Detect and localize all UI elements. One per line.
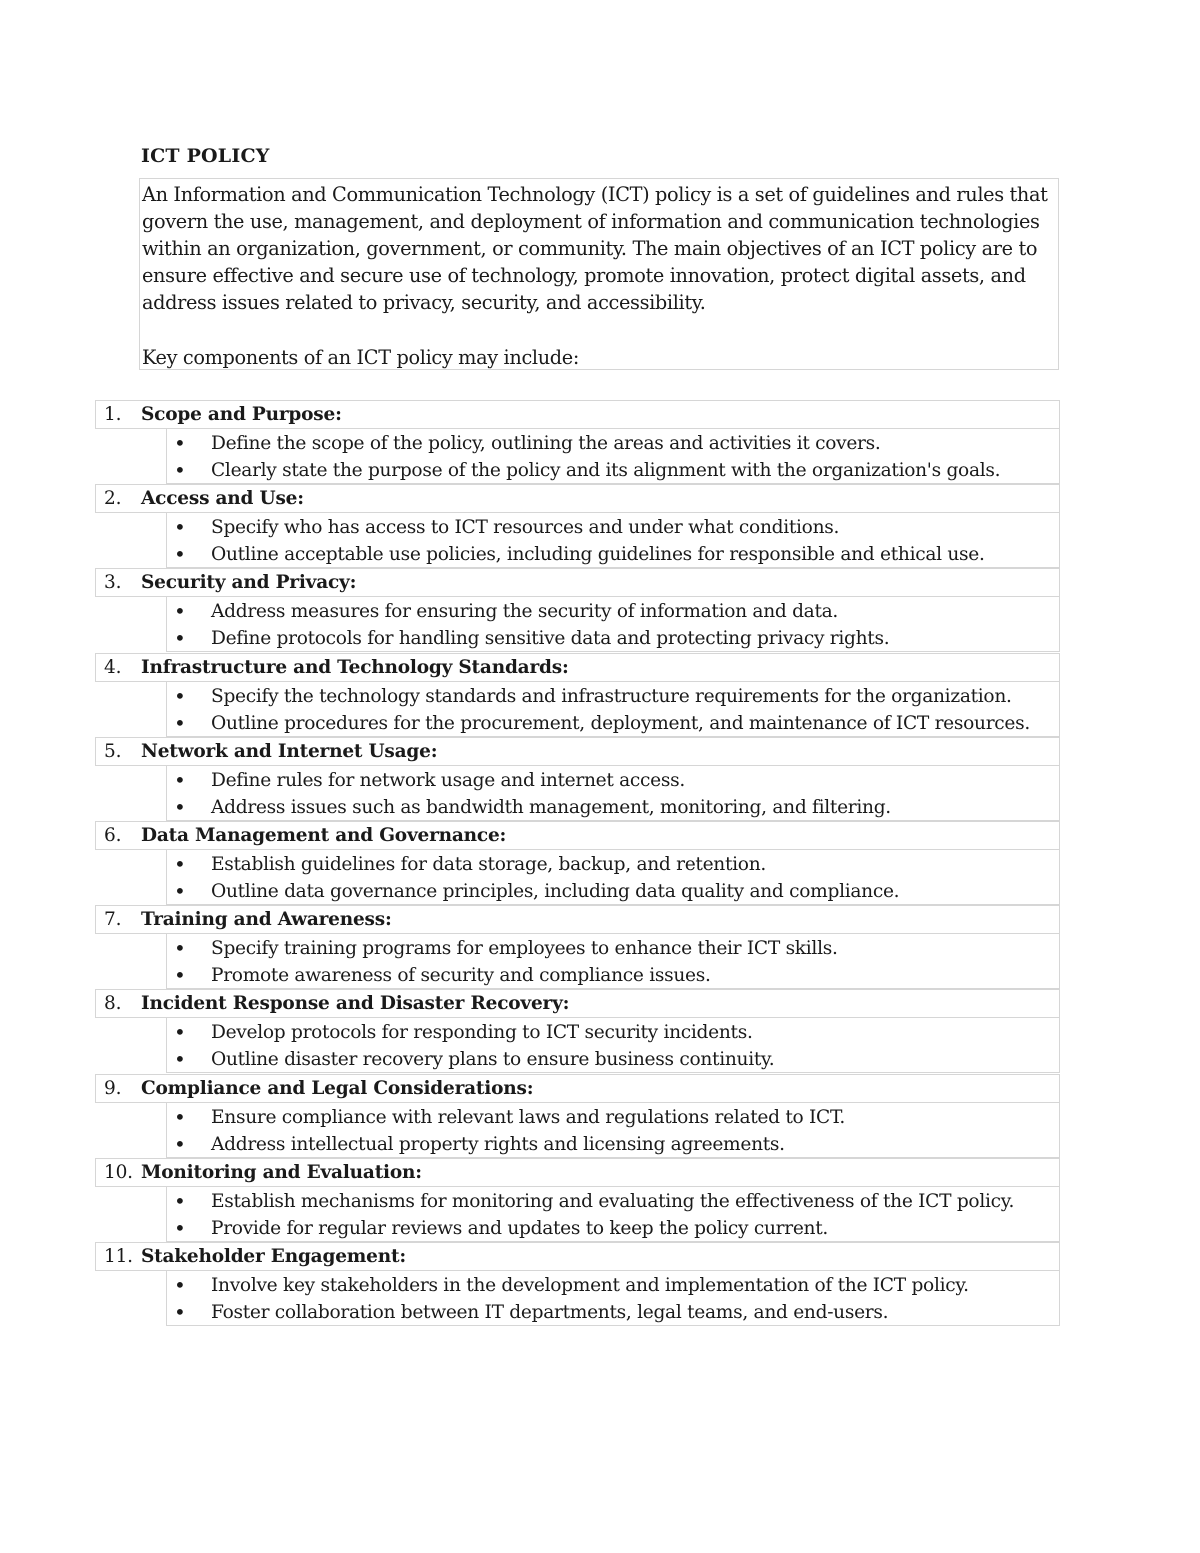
lead-in-text: Key components of an ICT policy may include: bbox=[142, 346, 579, 369]
bullet-list bbox=[166, 1018, 1060, 1073]
list-item-heading: Security and Privacy: bbox=[141, 572, 357, 593]
bullet-text: Ensure compliance with relevant laws and regulations related to ICT. bbox=[211, 1107, 845, 1128]
list-item bbox=[95, 905, 1060, 934]
bullet-icon: • bbox=[174, 458, 186, 482]
bullet-text: Specify who has access to ICT resources and under what conditions. bbox=[211, 517, 840, 538]
list-item-heading: Incident Response and Disaster Recovery: bbox=[141, 993, 570, 1014]
list-item-number: 10. bbox=[104, 1162, 133, 1183]
bullet-text: Outline procedures for the procurement, deployment, and maintenance of ICT resources. bbox=[211, 713, 1030, 734]
list-item-number: 11. bbox=[104, 1246, 133, 1267]
intro-line: ensure effective and secure use of technology, promote innovation, protect digital assets, and bbox=[142, 264, 1026, 287]
list-item bbox=[95, 400, 1060, 429]
list-item-number: 1. bbox=[104, 404, 122, 425]
list-item-heading: Stakeholder Engagement: bbox=[141, 1246, 406, 1267]
bullet-text: Involve key stakeholders in the development and implementation of the ICT policy. bbox=[211, 1275, 969, 1296]
bullet-list bbox=[166, 766, 1060, 821]
bullet-icon: • bbox=[174, 1020, 186, 1044]
bullet-list bbox=[166, 1187, 1060, 1242]
list-item-number: 5. bbox=[104, 741, 122, 762]
list-item bbox=[95, 737, 1060, 766]
bullet-icon: • bbox=[174, 879, 186, 903]
bullet-icon: • bbox=[174, 542, 186, 566]
list-item-number: 2. bbox=[104, 488, 122, 509]
bullet-icon: • bbox=[174, 936, 186, 960]
list-item bbox=[95, 1158, 1060, 1187]
document-title: ICT POLICY bbox=[141, 145, 270, 167]
bullet-icon: • bbox=[174, 1216, 186, 1240]
bullet-text: Establish guidelines for data storage, backup, and retention. bbox=[211, 854, 766, 875]
bullet-text: Provide for regular reviews and updates to keep the policy current. bbox=[211, 1218, 828, 1239]
bullet-text: Define rules for network usage and internet access. bbox=[211, 770, 685, 791]
list-item-number: 9. bbox=[104, 1078, 122, 1099]
list-item-heading: Monitoring and Evaluation: bbox=[141, 1162, 422, 1183]
bullet-list bbox=[166, 850, 1060, 905]
bullet-icon: • bbox=[174, 1132, 186, 1156]
bullet-text: Promote awareness of security and compliance issues. bbox=[211, 965, 711, 986]
list-item-number: 4. bbox=[104, 657, 122, 678]
list-item bbox=[95, 484, 1060, 513]
bullet-list bbox=[166, 513, 1060, 568]
bullet-text: Outline acceptable use policies, including guidelines for responsible and ethical use. bbox=[211, 544, 985, 565]
bullet-text: Develop protocols for responding to ICT security incidents. bbox=[211, 1022, 753, 1043]
bullet-icon: • bbox=[174, 626, 186, 650]
bullet-text: Specify the technology standards and infrastructure requirements for the organization. bbox=[211, 686, 1012, 707]
intro-line: within an organization, government, or community. The main objectives of an ICT policy are to bbox=[142, 237, 1038, 260]
bullet-text: Define protocols for handling sensitive data and protecting privacy rights. bbox=[211, 628, 890, 649]
bullet-icon: • bbox=[174, 852, 186, 876]
list-item bbox=[95, 821, 1060, 850]
intro-line: address issues related to privacy, security, and accessibility. bbox=[142, 291, 706, 314]
bullet-icon: • bbox=[174, 431, 186, 455]
bullet-icon: • bbox=[174, 1105, 186, 1129]
bullet-icon: • bbox=[174, 963, 186, 987]
list-item bbox=[95, 653, 1060, 682]
list-item bbox=[95, 568, 1060, 597]
list-item-number: 6. bbox=[104, 825, 122, 846]
bullet-icon: • bbox=[174, 711, 186, 735]
bullet-text: Clearly state the purpose of the policy and its alignment with the organization's goals. bbox=[211, 460, 1001, 481]
bullet-icon: • bbox=[174, 515, 186, 539]
list-item-heading: Compliance and Legal Considerations: bbox=[141, 1078, 534, 1099]
bullet-text: Address intellectual property rights and licensing agreements. bbox=[211, 1134, 785, 1155]
bullet-text: Outline data governance principles, including data quality and compliance. bbox=[211, 881, 900, 902]
bullet-list bbox=[166, 597, 1060, 652]
list-item bbox=[95, 1074, 1060, 1103]
bullet-text: Outline disaster recovery plans to ensure business continuity. bbox=[211, 1049, 775, 1070]
bullet-text: Foster collaboration between IT departments, legal teams, and end-users. bbox=[211, 1302, 889, 1323]
bullet-icon: • bbox=[174, 1273, 186, 1297]
bullet-list bbox=[166, 1271, 1060, 1326]
bullet-list bbox=[166, 682, 1060, 737]
intro-line: An Information and Communication Technology (ICT) policy is a set of guidelines and rules that bbox=[142, 183, 1048, 206]
list-item-heading: Data Management and Governance: bbox=[141, 825, 507, 846]
list-item-number: 8. bbox=[104, 993, 122, 1014]
list-item-heading: Network and Internet Usage: bbox=[141, 741, 438, 762]
intro-text-box bbox=[139, 178, 1059, 370]
bullet-list bbox=[166, 1103, 1060, 1158]
list-item bbox=[95, 989, 1060, 1018]
bullet-icon: • bbox=[174, 1047, 186, 1071]
list-item-heading: Infrastructure and Technology Standards: bbox=[141, 657, 569, 678]
bullet-text: Specify training programs for employees to enhance their ICT skills. bbox=[211, 938, 838, 959]
bullet-list bbox=[166, 429, 1060, 484]
intro-line: govern the use, management, and deployment of information and communication technologies bbox=[142, 210, 1040, 233]
list-item-heading: Access and Use: bbox=[141, 488, 304, 509]
bullet-list bbox=[166, 934, 1060, 989]
bullet-icon: • bbox=[174, 795, 186, 819]
bullet-text: Address issues such as bandwidth management, monitoring, and filtering. bbox=[211, 797, 891, 818]
bullet-text: Establish mechanisms for monitoring and evaluating the effectiveness of the ICT policy. bbox=[211, 1191, 1015, 1212]
bullet-icon: • bbox=[174, 768, 186, 792]
list-item-number: 7. bbox=[104, 909, 122, 930]
list-item bbox=[95, 1242, 1060, 1271]
bullet-icon: • bbox=[174, 1300, 186, 1324]
list-item-number: 3. bbox=[104, 572, 122, 593]
bullet-icon: • bbox=[174, 599, 186, 623]
bullet-icon: • bbox=[174, 684, 186, 708]
list-item-heading: Training and Awareness: bbox=[141, 909, 392, 930]
bullet-icon: • bbox=[174, 1189, 186, 1213]
bullet-text: Define the scope of the policy, outlining the areas and activities it covers. bbox=[211, 433, 881, 454]
list-item-heading: Scope and Purpose: bbox=[141, 404, 342, 425]
bullet-text: Address measures for ensuring the security of information and data. bbox=[211, 601, 839, 622]
